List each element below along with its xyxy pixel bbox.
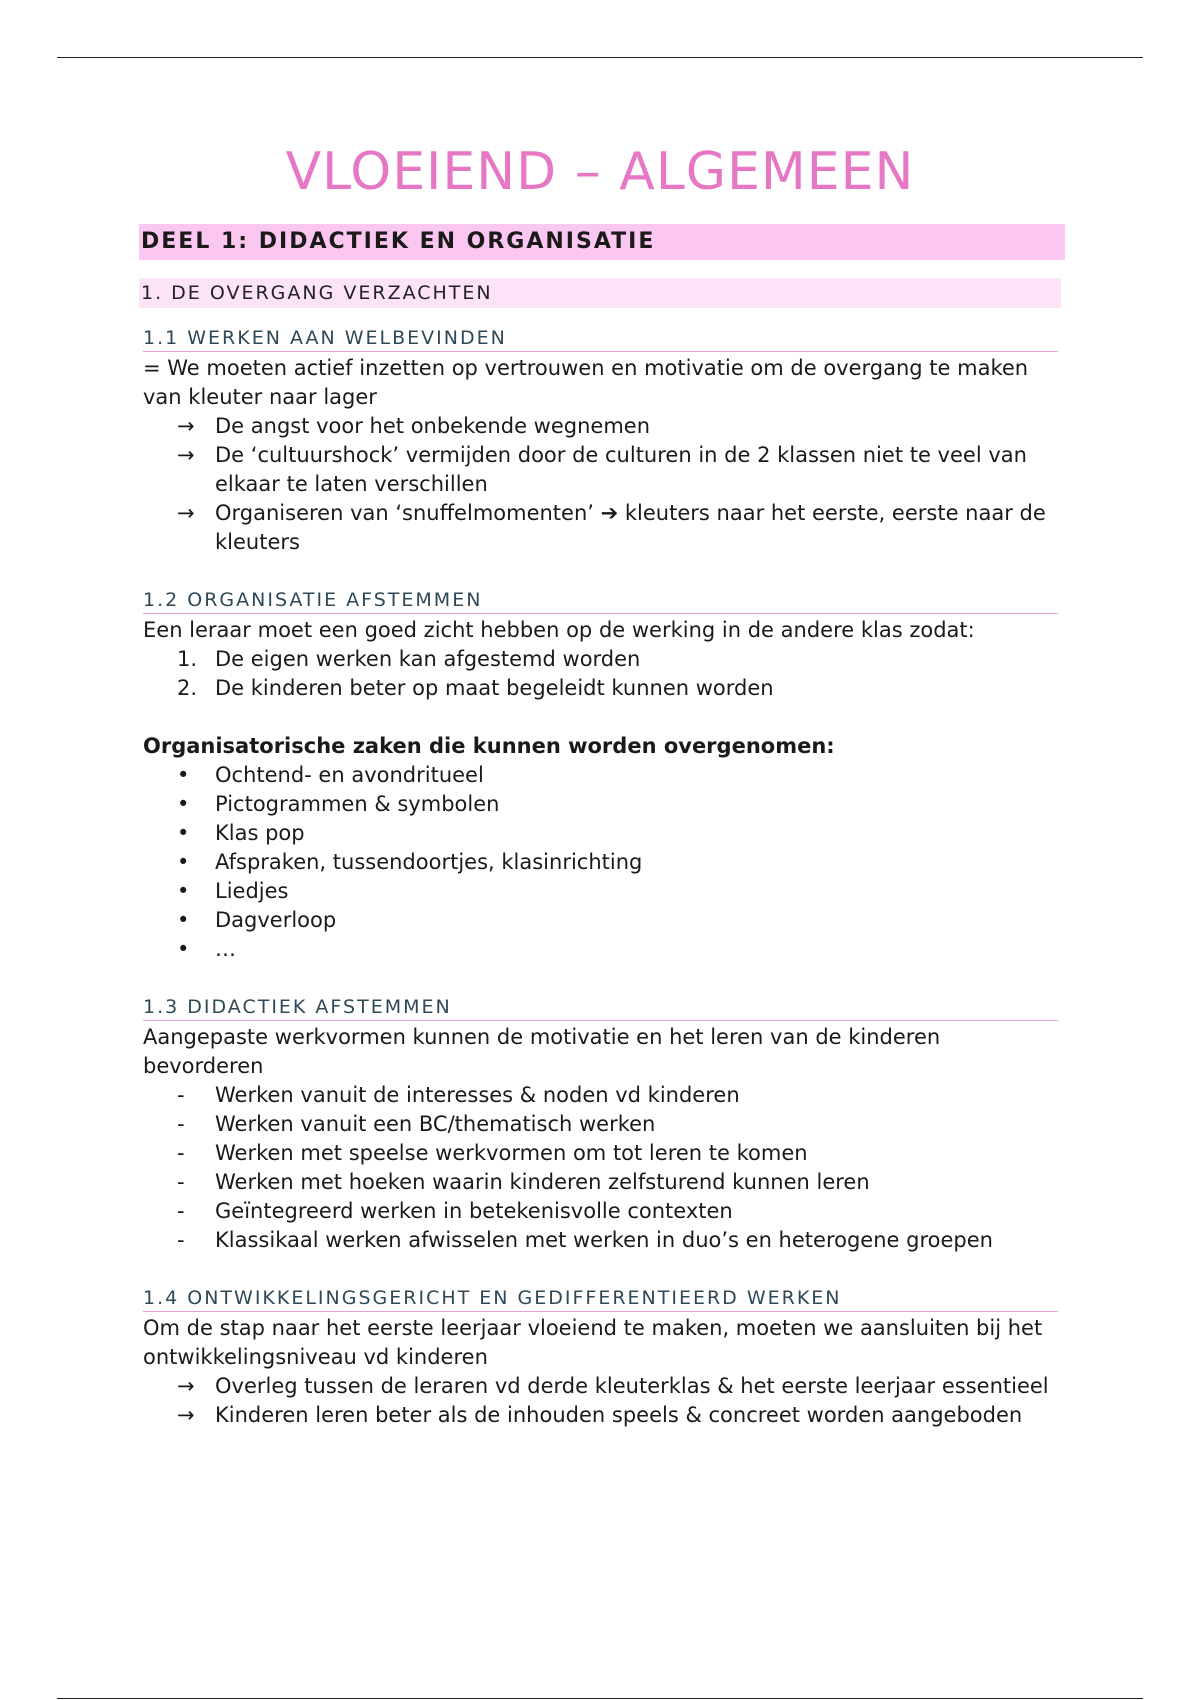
subsection-heading-1-2: 1.2 ORGANISATIE AFSTEMMEN <box>143 587 1058 614</box>
bullet-icon: • <box>177 850 190 874</box>
organisational-items-heading: Organisatorische zaken die kunnen worden overgenomen: <box>143 734 835 758</box>
dash-icon: - <box>177 1228 185 1252</box>
bullet-icon: • <box>177 937 190 961</box>
bullet-list-1-2 <box>143 761 1058 964</box>
list-item: → Organiseren van ‘snuffelmomenten’ ➔ kleuters naar het eerste, eerste naar de kleuters <box>177 501 1046 554</box>
list-item: - Werken met speelse werkvormen om tot leren te komen <box>143 1139 1058 1168</box>
part-heading: DEEL 1: DIDACTIEK EN ORGANISATIE <box>139 224 1065 260</box>
bullet-icon: • <box>177 821 190 845</box>
list-item: - Geïntegreerd werken in betekenisvolle contexten <box>143 1197 1058 1226</box>
subsection-1-4-intro: Om de stap naar het eerste leerjaar vloeiend te maken, moeten we aansluiten bij het ontwikkelingsniveau vd kinderen <box>143 1316 1043 1369</box>
arrow-list-1-4 <box>143 1372 1058 1430</box>
dash-list-1-3 <box>143 1081 1058 1255</box>
subsection-heading-1-1: 1.1 WERKEN AAN WELBEVINDEN <box>143 325 1058 352</box>
dash-icon: - <box>177 1083 185 1107</box>
top-rule <box>57 57 1143 58</box>
section-heading: 1. DE OVERGANG VERZACHTEN <box>139 278 1061 308</box>
list-item: - Werken vanuit een BC/thematisch werken <box>143 1110 1058 1139</box>
bottom-rule <box>57 1698 1143 1699</box>
list-number: 1. <box>177 647 198 671</box>
subsection-heading-1-4: 1.4 ONTWIKKELINGSGERICHT EN GEDIFFERENTIEERD WERKEN <box>143 1285 1058 1312</box>
bullet-icon: • <box>177 792 190 816</box>
list-item: - Werken vanuit de interesses & noden vd kinderen <box>143 1081 1058 1110</box>
list-item: → De angst voor het onbekende wegnemen <box>143 412 1058 441</box>
dash-icon: - <box>177 1141 185 1165</box>
subsection-heading-1-3: 1.3 DIDACTIEK AFSTEMMEN <box>143 994 1058 1021</box>
subsection-1-3-intro: Aangepaste werkvormen kunnen de motivatie en het leren van de kinderen bevorderen <box>143 1025 941 1078</box>
document-body <box>143 224 1058 1430</box>
dash-icon: - <box>177 1170 185 1194</box>
list-item: - Werken met hoeken waarin kinderen zelfsturend kunnen leren <box>143 1168 1058 1197</box>
page-title: VLOEIEND – ALGEMEEN <box>285 142 915 202</box>
list-item: • Klas pop <box>143 819 1058 848</box>
arrow-icon: → <box>177 1403 195 1427</box>
list-item: • Afspraken, tussendoortjes, klasinrichting <box>143 848 1058 877</box>
arrow-list-1-1 <box>143 412 1058 557</box>
bullet-icon: • <box>177 879 190 903</box>
arrow-icon: → <box>177 501 195 525</box>
dash-icon: - <box>177 1112 185 1136</box>
dash-icon: - <box>177 1199 185 1223</box>
list-item: → De ‘cultuurshock’ vermijden door de culturen in de 2 klassen niet te veel van elkaar te laten verschillen <box>177 443 1027 496</box>
list-item: → Kinderen leren beter als de inhouden speels & concreet worden aangeboden <box>143 1401 1058 1430</box>
list-item: 1. De eigen werken kan afgestemd worden <box>143 645 1058 674</box>
arrow-icon: → <box>177 443 195 467</box>
subsection-1-1-intro: = We moeten actief inzetten op vertrouwen en motivatie om de overgang te maken van kleuter naar lager <box>143 356 1029 409</box>
list-item: 2. De kinderen beter op maat begeleidt kunnen worden <box>143 674 1058 703</box>
bullet-icon: • <box>177 763 190 787</box>
numbered-list-1-2 <box>143 645 1058 703</box>
list-item: - Klassikaal werken afwisselen met werken in duo’s en heterogene groepen <box>143 1226 1058 1255</box>
arrow-icon: → <box>177 414 195 438</box>
list-item: • Ochtend- en avondritueel <box>143 761 1058 790</box>
list-item: • Dagverloop <box>143 906 1058 935</box>
list-item: • Pictogrammen & symbolen <box>143 790 1058 819</box>
list-item: → Overleg tussen de leraren vd derde kleuterklas & het eerste leerjaar essentieel <box>143 1372 1058 1401</box>
list-item: • … <box>143 935 1058 964</box>
arrow-icon: → <box>177 1374 195 1398</box>
subsection-1-2-intro: Een leraar moet een goed zicht hebben op de werking in de andere klas zodat: <box>143 618 975 642</box>
list-number: 2. <box>177 676 198 700</box>
list-item: • Liedjes <box>143 877 1058 906</box>
bullet-icon: • <box>177 908 190 932</box>
